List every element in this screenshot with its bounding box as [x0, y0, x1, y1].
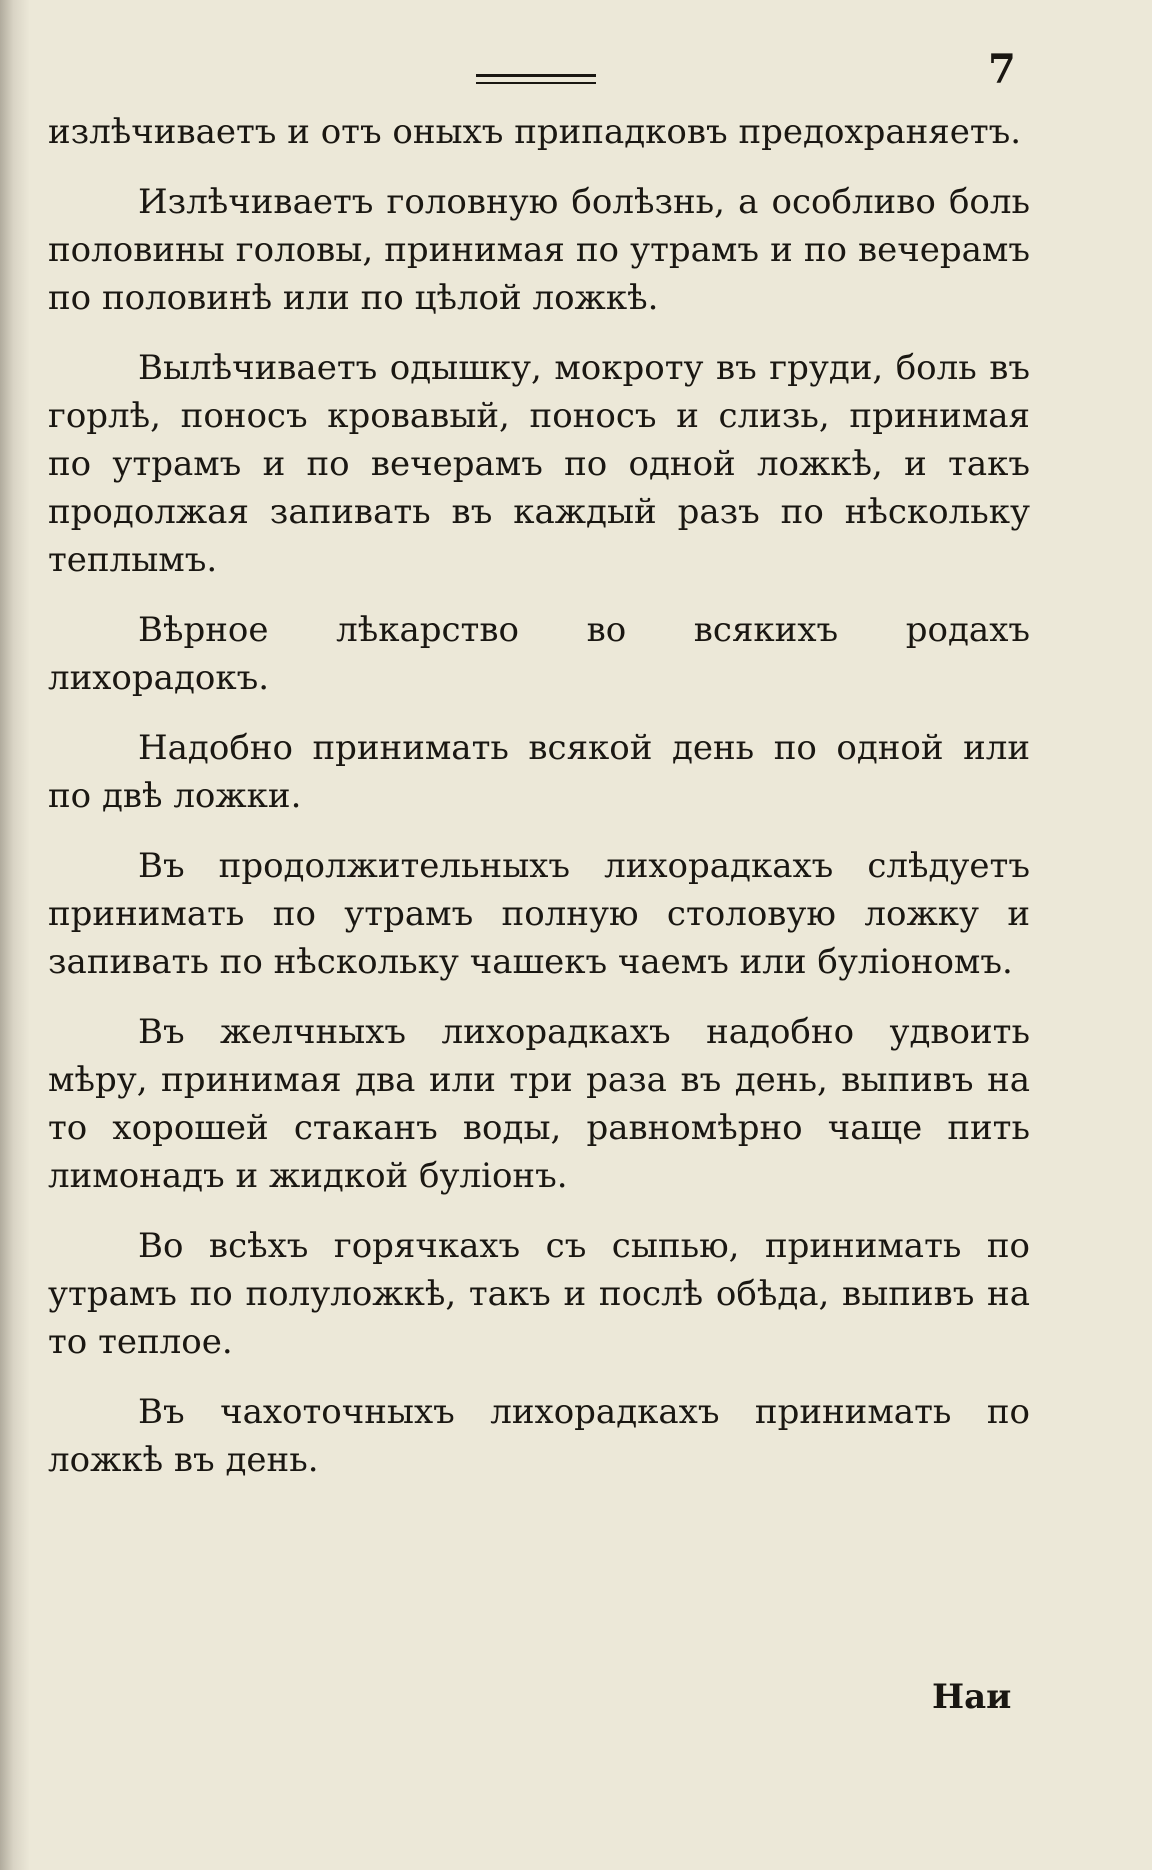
- catchword: Наи: [932, 1677, 1012, 1717]
- paragraph-9: Въ чахоточныхъ лихорадкахъ принимать по ложкѣ въ день.: [48, 1392, 1030, 1480]
- page-edge-shadow: [0, 0, 30, 1870]
- paragraph-1: излѣчиваетъ и отъ оныхъ припадковъ предохраняетъ.: [48, 112, 1022, 152]
- paragraph-2: Излѣчиваетъ головную болѣзнь, а особливо боль половины головы, принимая по утрамъ и по вечерамъ по половинѣ или по цѣлой ложкѣ.: [48, 182, 1030, 318]
- paragraph-8: Во всѣхъ горячкахъ съ сыпью, принимать по утрамъ по полуложкѣ, такъ и послѣ обѣда, выпивъ на то теплое.: [48, 1226, 1030, 1362]
- paragraph-3: Вылѣчиваетъ одышку, мокроту въ груди, боль въ горлѣ, поносъ кровавый, поносъ и слизь, принимая по утрамъ и по вечерамъ по одной ложкѣ, и такъ продолжая запивать въ каждый разъ по нѣскольку теплымъ.: [48, 348, 1030, 580]
- body-text: [48, 108, 1030, 1506]
- page-number: 7: [988, 46, 1016, 93]
- header-rule: [476, 74, 596, 84]
- paragraph-6: Въ продолжительныхъ лихорадкахъ слѣдуетъ принимать по утрамъ полную столовую ложку и запивать по нѣскольку чашекъ чаемъ или буліономъ.: [48, 846, 1030, 982]
- paragraph-4: Вѣрное лѣкарство во всякихъ родахъ лихорадокъ.: [48, 610, 1030, 698]
- paragraph-7: Въ желчныхъ лихорадкахъ надобно удвоить мѣру, принимая два или три раза въ день, выпивъ на то хорошей стаканъ воды, равномѣрно чаще пить лимонадъ и жидкой буліонъ.: [48, 1012, 1030, 1196]
- paragraph-5: Надобно принимать всякой день по одной или по двѣ ложки.: [48, 728, 1030, 816]
